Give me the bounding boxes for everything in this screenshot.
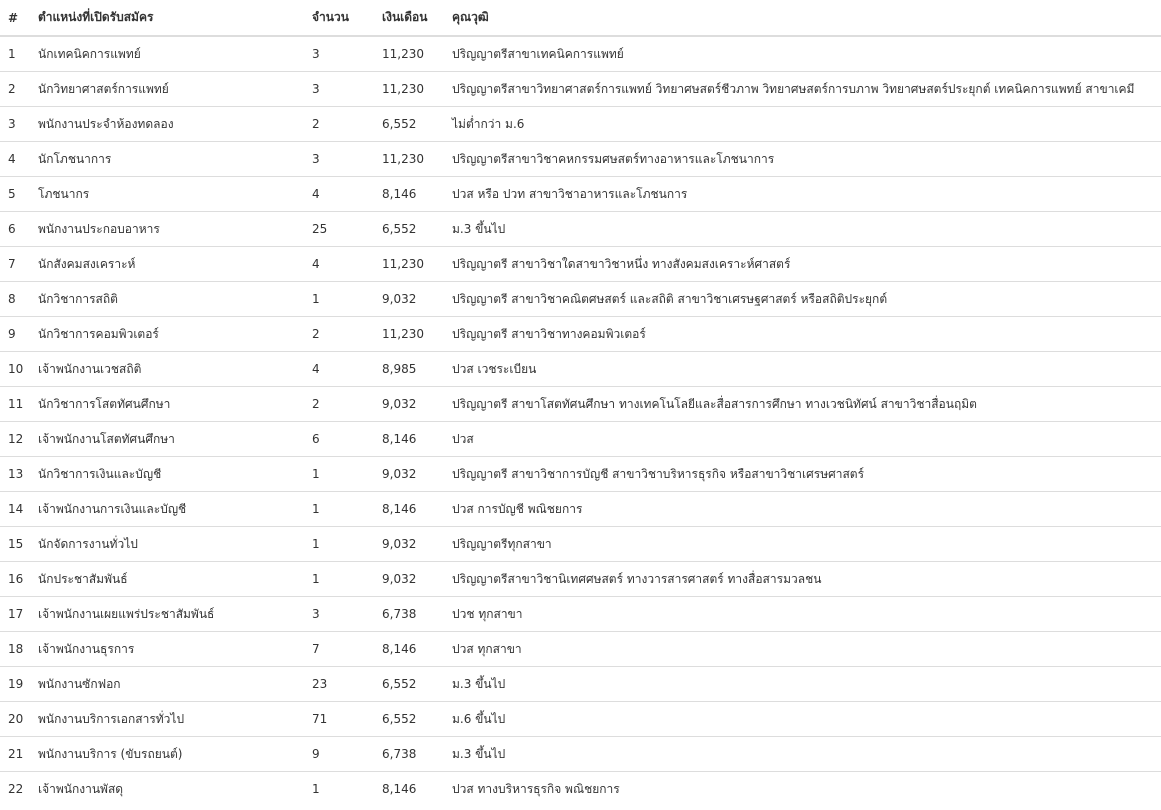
row-position: เจ้าพนักงานเผยแพร่ประชาสัมพันธ์: [30, 597, 304, 632]
row-number: 1: [0, 36, 30, 72]
row-salary: 8,146: [374, 422, 444, 457]
row-position: เจ้าพนักงานเวชสถิติ: [30, 352, 304, 387]
row-salary: 6,738: [374, 597, 444, 632]
row-salary: 9,032: [374, 527, 444, 562]
row-count: 3: [304, 72, 374, 107]
row-salary: 6,552: [374, 107, 444, 142]
row-number: 9: [0, 317, 30, 352]
row-salary: 6,552: [374, 702, 444, 737]
table-header: [0, 0, 1161, 36]
row-position: นักโภชนาการ: [30, 142, 304, 177]
row-count: 25: [304, 212, 374, 247]
table-row: [0, 317, 1161, 352]
row-qualification: ปริญญาตรี สาขาวิชาทางคอมพิวเตอร์: [444, 317, 1161, 352]
row-number: 12: [0, 422, 30, 457]
row-number: 18: [0, 632, 30, 667]
row-number: 8: [0, 282, 30, 317]
row-number: 7: [0, 247, 30, 282]
row-salary: 11,230: [374, 142, 444, 177]
row-qualification: ม.6 ขึ้นไป: [444, 702, 1161, 737]
header-count: จำนวน: [304, 0, 374, 36]
table-row: [0, 702, 1161, 737]
row-number: 14: [0, 492, 30, 527]
table-row: [0, 492, 1161, 527]
table-row: [0, 177, 1161, 212]
row-salary: 9,032: [374, 562, 444, 597]
row-position: เจ้าพนักงานการเงินและบัญชี: [30, 492, 304, 527]
row-salary: 9,032: [374, 457, 444, 492]
table-row: [0, 667, 1161, 702]
row-count: 2: [304, 387, 374, 422]
row-qualification: ม.3 ขึ้นไป: [444, 667, 1161, 702]
row-count: 6: [304, 422, 374, 457]
row-position: พนักงานซักฟอก: [30, 667, 304, 702]
row-qualification: ปริญญาตรี สาขาวิชาใดสาขาวิชาหนึ่ง ทางสังคมสงเคราะห์ศาสตร์: [444, 247, 1161, 282]
table-row: [0, 737, 1161, 772]
row-qualification: ปริญญาตรีสาขาวิชานิเทศศษสตร์ ทางวารสารศาสตร์ ทางสื่อสารมวลชน: [444, 562, 1161, 597]
row-position: เจ้าพนักงานโสตทัศนศึกษา: [30, 422, 304, 457]
row-count: 3: [304, 597, 374, 632]
row-count: 7: [304, 632, 374, 667]
table-row: [0, 107, 1161, 142]
row-qualification: ม.3 ขึ้นไป: [444, 212, 1161, 247]
row-position: พนักงานประกอบอาหาร: [30, 212, 304, 247]
row-count: 4: [304, 352, 374, 387]
row-salary: 11,230: [374, 317, 444, 352]
row-qualification: ปริญญาตรี สาขาวิชาการบัญชี สาขาวิชาบริหารธุรกิจ หรือสาขาวิชาเศรษศาสตร์: [444, 457, 1161, 492]
row-count: 4: [304, 247, 374, 282]
row-count: 1: [304, 457, 374, 492]
row-position: เจ้าพนักงานธุรการ: [30, 632, 304, 667]
row-count: 2: [304, 317, 374, 352]
row-salary: 9,032: [374, 387, 444, 422]
header-row: [0, 0, 1161, 36]
row-salary: 6,552: [374, 667, 444, 702]
row-number: 17: [0, 597, 30, 632]
row-qualification: ปวส หรือ ปวท สาขาวิชาอาหารและโภชนการ: [444, 177, 1161, 212]
table-row: [0, 387, 1161, 422]
row-count: 71: [304, 702, 374, 737]
row-number: 15: [0, 527, 30, 562]
row-count: 2: [304, 107, 374, 142]
table-row: [0, 36, 1161, 72]
row-salary: 9,032: [374, 282, 444, 317]
row-position: นักวิทยาศาสตร์การแพทย์: [30, 72, 304, 107]
row-qualification: ปวช ทุกสาขา: [444, 597, 1161, 632]
row-count: 3: [304, 36, 374, 72]
row-number: 10: [0, 352, 30, 387]
table-row: [0, 632, 1161, 667]
row-salary: 11,230: [374, 72, 444, 107]
row-position: เจ้าพนักงานพัสดุ: [38, 781, 124, 796]
row-salary: 8,146: [374, 177, 444, 212]
table-row: [0, 142, 1161, 177]
row-qualification: ปวส: [444, 422, 1161, 457]
table-row: [0, 247, 1161, 282]
row-qualification: ม.3 ขึ้นไป: [444, 737, 1161, 772]
row-position: พนักงานประจำห้องทดลอง: [30, 107, 304, 142]
row-salary: 6,738: [374, 737, 444, 772]
row-qualification: ปริญญาตรีสาขาเทคนิคการแพทย์: [444, 36, 1161, 72]
table-row: [0, 457, 1161, 492]
row-qualification: ปริญญาตรีสาขาวิชาคหกรรมศษสตร์ทางอาหารและโภชนาการ: [444, 142, 1161, 177]
header-position: ตำแหน่งที่เปิดรับสมัคร: [30, 0, 304, 36]
row-position: นักวิชาการโสตทัศนศึกษา: [30, 387, 304, 422]
row-salary: 8,985: [374, 352, 444, 387]
row-qualification: ไม่ต่ำกว่า ม.6: [444, 107, 1161, 142]
table-row: [0, 212, 1161, 247]
row-position: พนักงานบริการเอกสารทั่วไป: [30, 702, 304, 737]
row-number: 21: [0, 737, 30, 772]
row-count: 1: [304, 527, 374, 562]
table-row: [0, 772, 1161, 807]
row-number: 2: [0, 72, 30, 107]
row-salary: 11,230: [374, 247, 444, 282]
row-number: 5: [0, 177, 30, 212]
row-position: นักจัดการงานทั่วไป: [30, 527, 304, 562]
row-salary: 8,146: [374, 632, 444, 667]
row-position: นักวิชาการเงินและบัญชี: [30, 457, 304, 492]
table-row: [0, 562, 1161, 597]
table-row: [0, 527, 1161, 562]
row-number: 13: [0, 457, 30, 492]
table-row: [0, 72, 1161, 107]
row-qualification: ปริญญาตรี สาขาโสตทัศนศึกษา ทางเทคโนโลยีและสื่อสารการศึกษา ทางเวชนิทัศน์ สาขาวิชาสื่อนฤมิต: [444, 387, 1161, 422]
row-number: 11: [0, 387, 30, 422]
row-count: 1: [304, 282, 374, 317]
row-qualification: ปวส ทางบริหารธุรกิจ พณิชยการ: [452, 781, 620, 796]
row-salary: 8,146: [374, 492, 444, 527]
table-row: [0, 282, 1161, 317]
row-count: 9: [304, 737, 374, 772]
row-qualification: ปริญญาตรีทุกสาขา: [444, 527, 1161, 562]
row-salary: 6,552: [374, 212, 444, 247]
row-count: 3: [304, 142, 374, 177]
row-position: พนักงานบริการ (ขับรถยนต์): [30, 737, 304, 772]
row-count: 1: [312, 782, 320, 796]
row-qualification: ปวส เวชระเบียน: [444, 352, 1161, 387]
row-salary: 8,146: [382, 782, 417, 796]
row-number: 20: [0, 702, 30, 737]
row-position: นักเทคนิคการแพทย์: [30, 36, 304, 72]
table-body: [0, 36, 1161, 806]
row-salary: 11,230: [374, 36, 444, 72]
row-number: 16: [0, 562, 30, 597]
header-qualification: คุณวุฒิ: [444, 0, 1161, 36]
row-count: 1: [304, 492, 374, 527]
row-number: 6: [0, 212, 30, 247]
row-position: นักวิชาการสถิติ: [30, 282, 304, 317]
row-count: 1: [304, 562, 374, 597]
row-count: 23: [304, 667, 374, 702]
row-qualification: ปวส ทุกสาขา: [444, 632, 1161, 667]
row-number: 19: [0, 667, 30, 702]
row-qualification: ปวส การบัญชี พณิชยการ: [444, 492, 1161, 527]
row-position: นักสังคมสงเคราะห์: [30, 247, 304, 282]
row-position: นักประชาสัมพันธ์: [30, 562, 304, 597]
row-number: 4: [0, 142, 30, 177]
row-position: นักวิชาการคอมพิวเตอร์: [30, 317, 304, 352]
header-salary: เงินเดือน: [374, 0, 444, 36]
row-number: 3: [0, 107, 30, 142]
header-number: #: [0, 0, 30, 36]
row-count: 4: [304, 177, 374, 212]
row-qualification: ปริญญาตรีสาขาวิทยาศาสตร์การแพทย์ วิทยาศษสตร์ชีวภาพ วิทยาศษสตร์การบภาพ วิทยาศษสตร์ประยุกต์ เทคนิคการแพทย์ สาขาเคมี: [444, 72, 1161, 107]
row-number: 22: [8, 782, 24, 796]
table-row: [0, 597, 1161, 632]
row-qualification: ปริญญาตรี สาขาวิชาคณิตศษสตร์ และสถิติ สาขาวิชาเศรษฐศาสตร์ หรือสถิติประยุกต์: [444, 282, 1161, 317]
table-row: [0, 352, 1161, 387]
row-position: โภชนากร: [30, 177, 304, 212]
table-row: [0, 422, 1161, 457]
